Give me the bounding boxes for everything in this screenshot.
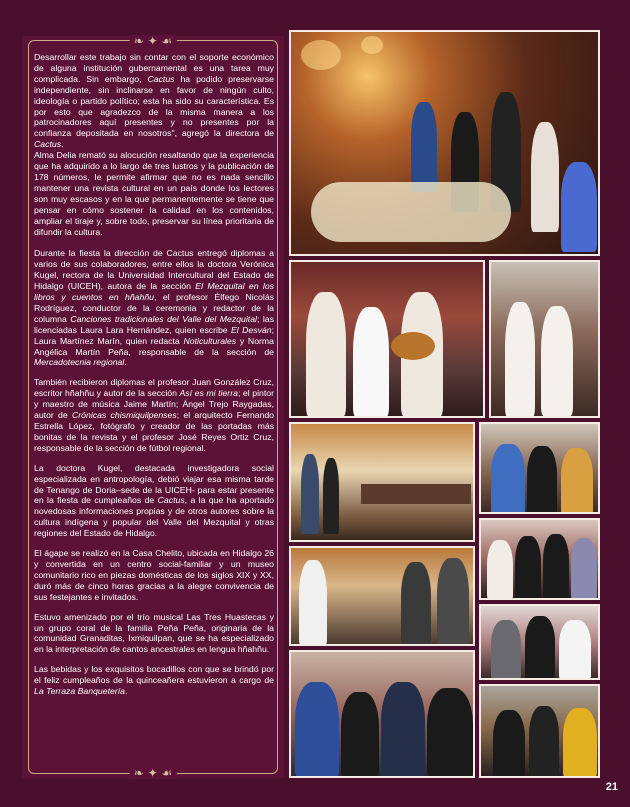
photo-group-portrait	[289, 650, 475, 778]
photo-three-guests	[479, 422, 600, 514]
page-number: 21	[605, 781, 618, 793]
photo-banquet-buffet	[289, 30, 600, 256]
photo-waiters	[289, 546, 475, 646]
paragraph-2: Alma Delia remató su alocución resaltando que la experiencia que ha adquirido a lo largo de tres lustros y la publicación de 178 números, le permite afirmar que no es nada sencillo mantener una revista cultural en un país donde los lectores son muy escasos y en la que permanentemente se tiene que pensar en cómo sostener la calidad en los contenidos, ampliar el tiraje y, sobre todo, preservar su línea prioritaria de difundir la cultura.	[34, 150, 274, 237]
paragraph-7: Estuvo amenizado por el trío musical Las Tres Huastecas y un grupo coral de la familia Peña Peña, originaria de la comunidad Granaditas, Ixmiquilpan, que se ha especializado en la interpretación de cantos ancestrales en lengua hñahñu.	[34, 611, 274, 655]
paragraph-6: El ágape se realizó en la Casa Chelito, ubicada en Hidalgo 26 y convertida en un centro social-familiar y un museo comunitario rico en piezas domésticas de los siglos XIX y XX, duró más de cinco horas gracias a la alegre convivencia de sus festejantes e invitados.	[34, 548, 274, 602]
flourish-bottom-icon: ❧ ✦ ☙	[130, 767, 177, 779]
paragraph-1: Desarrollar este trabajo sin contar con el soporte económico de alguna institución gubernamental es una tarea muy complicada. Sin embargo, Cactus ha podido preservarse independiente, sin inclinarse en favor de ningún culto, ideología o partido político; esta ha sido su característica. Es por esto que agradezco de la misma manera a los patrocinadores aquí presentes y no presentes por la confianza depositada en nosotros", agregó la directora de Cactus.	[34, 52, 274, 150]
paragraph-5: La doctora Kugel, destacada investigadora social especializada en antropología, debió viajar esa misma tarde de Tenango de Doria–sede de la UICEH- para estar presente en la fiesta de cumpleaños de Cactus, a la que ha aportado novedosas informaciones propias y de otros autores sobre la cultura indígena y popular del Valle del Mezquital y otras regiones del Estado de Hidalgo.	[34, 462, 275, 539]
text-column	[22, 36, 284, 778]
article-body	[34, 52, 274, 706]
photo-trio-musicians	[289, 260, 485, 418]
paragraph-4: También recibieron diplomas el profesor Juan González Cruz, escritor hñahñu y autor de la sección Así es mi tierra; el pintor y maestro de música Jaime Martín; Ángel Trejo Raygadas, autor de Crónicas chismiquilpenses; el arquitecto Fernando Estrella López, fotógrafo y creador de las portadas más bonitas de la revista y el profesor José Reyes Ortiz Cruz, responsable de la sección de fútbol regional.	[34, 377, 274, 453]
flourish-top-icon: ❧ ✦ ☙	[130, 35, 177, 47]
photo-three-women	[479, 604, 600, 680]
photo-musicians-door	[489, 260, 600, 418]
paragraph-3: Durante la fiesta la dirección de Cactus entregó diplomas a varios de sus colaboradores, entre ellos la doctora Verónica Kugel, rectora de la Universidad Intercultural del Estado de Hidalgo (UICEH), autora de la sección El Mezquital en los libros y cuentos en hñahñu, el profesor Élfego Nicolás Rodríguez, conductor de la ceremonia y redactor de la columna Canciones tradicionales del Valle del Mezquital; las licenciadas Laura Lara Hernández, quien escribe El Desván; Laura Martínez Marín, quien redacta Noticulturales y Norma Angélica Martín Peña, responsable de la sección de Mercadotecnia regional.	[34, 248, 274, 368]
photo-three-guests-interior	[479, 684, 600, 778]
paragraph-8: Las bebidas y los exquisitos bocadillos con que se brindó por el feliz cumpleaños de la quinceañera estuvieron a cargo de La Terraza Banquetería.	[34, 664, 274, 697]
photo-banquet-hall	[289, 422, 475, 542]
photo-four-women	[479, 518, 600, 600]
